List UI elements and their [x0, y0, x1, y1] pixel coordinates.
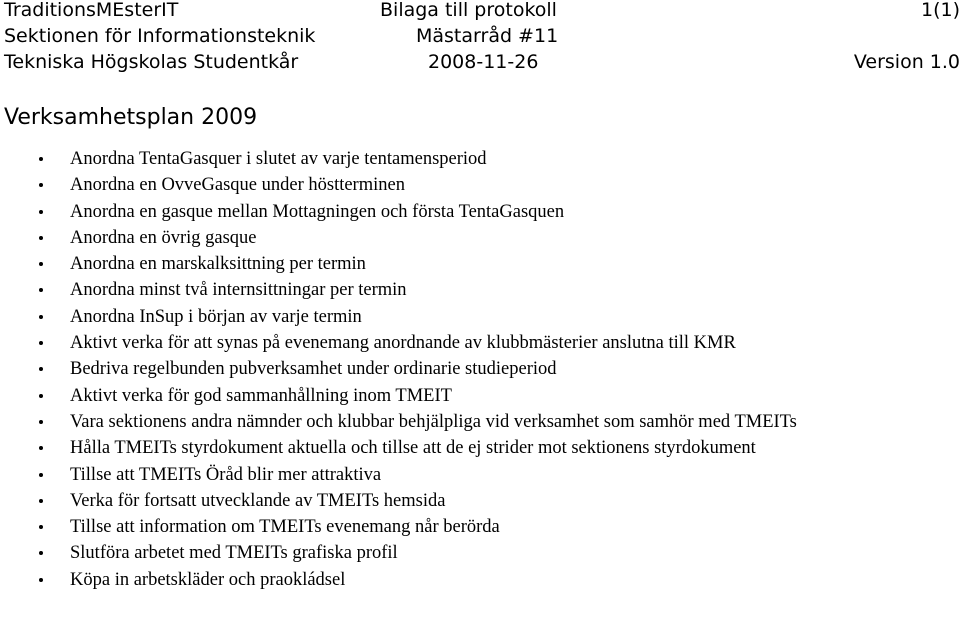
bullet-icon — [39, 341, 43, 345]
list-item — [0, 383, 960, 409]
bullet-icon — [39, 578, 43, 582]
list-item — [0, 330, 960, 356]
list-item-text: Köpa in arbetskläder och praokládsel — [70, 569, 346, 590]
list-item-text: Anordna InSup i början av varje termin — [70, 306, 362, 327]
list-item — [0, 251, 960, 277]
bullet-icon — [39, 315, 43, 319]
bullet-icon — [39, 473, 43, 477]
list-item — [0, 540, 960, 566]
list-item — [0, 172, 960, 198]
bullet-icon — [39, 446, 43, 450]
list-item-text: Aktivt verka för god sammanhållning inom TMEIT — [70, 385, 452, 406]
list-item-text: Aktivt verka för att synas på evenemang anordnande av klubbmästerier anslutna till KMR — [70, 333, 736, 354]
list-item — [0, 409, 960, 435]
list-item-text: Anordna en marskalksittning per termin — [70, 254, 366, 275]
bullet-icon — [39, 394, 43, 398]
list-item — [0, 225, 960, 251]
list-item — [0, 514, 960, 540]
bullet-icon — [39, 262, 43, 266]
header-date: 2008-11-26 — [428, 51, 539, 73]
bullet-icon — [39, 420, 43, 424]
header-section: Sektionen för Informationsteknik — [4, 25, 316, 47]
list-item-text: Slutföra arbetet med TMEITs grafiska profil — [70, 543, 398, 564]
bullet-icon — [39, 551, 43, 555]
list-item — [0, 462, 960, 488]
header-row-2 — [0, 23, 960, 49]
bullet-icon — [39, 236, 43, 240]
list-item — [0, 199, 960, 225]
list-item-text: Tillse att information om TMEITs evenemang når berörda — [70, 517, 500, 538]
header-page-number: 1(1) — [920, 0, 960, 21]
bullet-icon — [39, 157, 43, 161]
bullet-icon — [39, 210, 43, 214]
header-document-type: Bilaga till protokoll — [380, 0, 557, 21]
list-item — [0, 488, 960, 514]
bullet-icon — [39, 499, 43, 503]
header-organization: TraditionsMEsterIT — [4, 0, 179, 21]
header-union: Tekniska Högskolas Studentkår — [4, 51, 299, 73]
bullet-icon — [39, 183, 43, 187]
document-title: Verksamhetsplan 2009 — [4, 105, 258, 130]
bullet-icon — [39, 367, 43, 371]
list-item-text: Anordna TentaGasquer i slutet av varje tentamensperiod — [70, 149, 487, 169]
header-version: Version 1.0 — [853, 51, 960, 73]
list-item-text: Anordna en gasque mellan Mottagningen och första TentaGasquen — [70, 201, 565, 222]
list-item-text: Tillse att TMEITs Öråd blir mer attraktiva — [70, 464, 382, 485]
bullet-icon — [39, 525, 43, 529]
list-item-text: Anordna minst två internsittningar per termin — [70, 280, 407, 301]
list-item-text: Vara sektionens andra nämnder och klubbar behjälpliga vid verksamhet som samhör med TMEITs — [70, 411, 797, 432]
list-item — [0, 435, 960, 461]
list-item-text: Anordna en OvveGasque under höstterminen — [70, 175, 405, 196]
list-item — [0, 146, 960, 172]
header-row-1 — [0, 0, 960, 23]
header-row-3 — [0, 49, 960, 75]
list-item — [0, 304, 960, 330]
list-item — [0, 356, 960, 382]
list-item — [0, 567, 960, 593]
list-item-text: Verka för fortsatt utvecklande av TMEITs hemsida — [70, 490, 446, 511]
list-item-text: Hålla TMEITs styrdokument aktuella och tillse att de ej strider mot sektionens styrdokument — [70, 438, 756, 459]
document-header — [0, 0, 960, 84]
list-item-text: Anordna en övrig gasque — [70, 227, 257, 248]
bullet-icon — [39, 288, 43, 292]
list-item-text: Bedriva regelbunden pubverksamhet under ordinarie studieperiod — [70, 359, 557, 380]
header-meeting: Mästarråd #11 — [416, 25, 559, 47]
plan-list — [0, 146, 960, 593]
list-item — [0, 277, 960, 303]
